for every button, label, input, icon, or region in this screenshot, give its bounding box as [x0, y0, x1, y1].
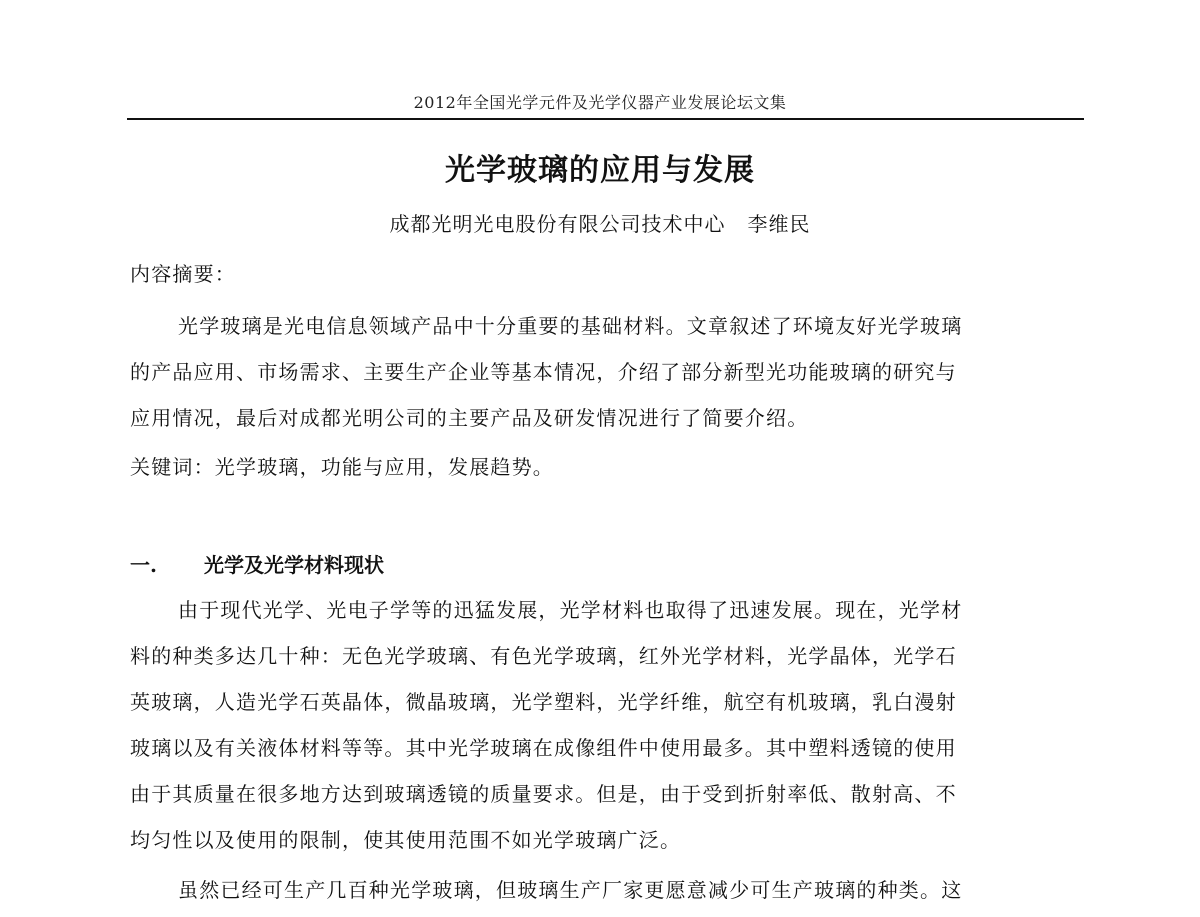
body-line: 由于现代光学、光电子学等的迅猛发展，光学材料也取得了迅速发展。现在，光学材: [178, 598, 963, 622]
author-name: 李维民: [747, 212, 811, 236]
running-header: 2012年全国光学元件及光学仪器产业发展论坛文集: [413, 93, 787, 112]
abstract-line: 的产品应用、市场需求、主要生产企业等基本情况，介绍了部分新型光功能玻璃的研究与: [130, 360, 957, 384]
header-rule: [127, 118, 1084, 120]
section-number: 一.: [130, 553, 157, 577]
body-line: 虽然已经可生产几百种光学玻璃，但玻璃生产厂家更愿意减少可生产玻璃的种类。这: [178, 878, 963, 902]
abstract-line: 应用情况，最后对成都光明公司的主要产品及研发情况进行了简要介绍。: [130, 406, 809, 430]
body-line: 均匀性以及使用的限制，使其使用范围不如光学玻璃广泛。: [130, 828, 682, 852]
body-line: 料的种类多达几十种：无色光学玻璃、有色光学玻璃，红外光学材料，光学晶体，光学石: [130, 644, 957, 668]
body-line: 由于其质量在很多地方达到玻璃透镜的质量要求。但是，由于受到折射率低、散射高、不: [130, 782, 957, 806]
body-line: 英玻璃，人造光学石英晶体，微晶玻璃，光学塑料，光学纤维，航空有机玻璃，乳白漫射: [130, 690, 957, 714]
author-line: [0, 210, 1200, 238]
keywords-line: 关键词：光学玻璃，功能与应用，发展趋势。: [130, 455, 554, 479]
section-title: 光学及光学材料现状: [204, 553, 384, 577]
abstract-line: 光学玻璃是光电信息领域产品中十分重要的基础材料。文章叙述了环境友好光学玻璃: [178, 314, 963, 338]
abstract-label: 内容摘要：: [130, 262, 236, 286]
body-line: 玻璃以及有关液体材料等等。其中光学玻璃在成像组件中使用最多。其中塑料透镜的使用: [130, 736, 957, 760]
paper-title: 光学玻璃的应用与发展: [445, 153, 755, 188]
section-heading: [130, 549, 384, 581]
author-affiliation: 成都光明光电股份有限公司技术中心: [389, 212, 726, 236]
